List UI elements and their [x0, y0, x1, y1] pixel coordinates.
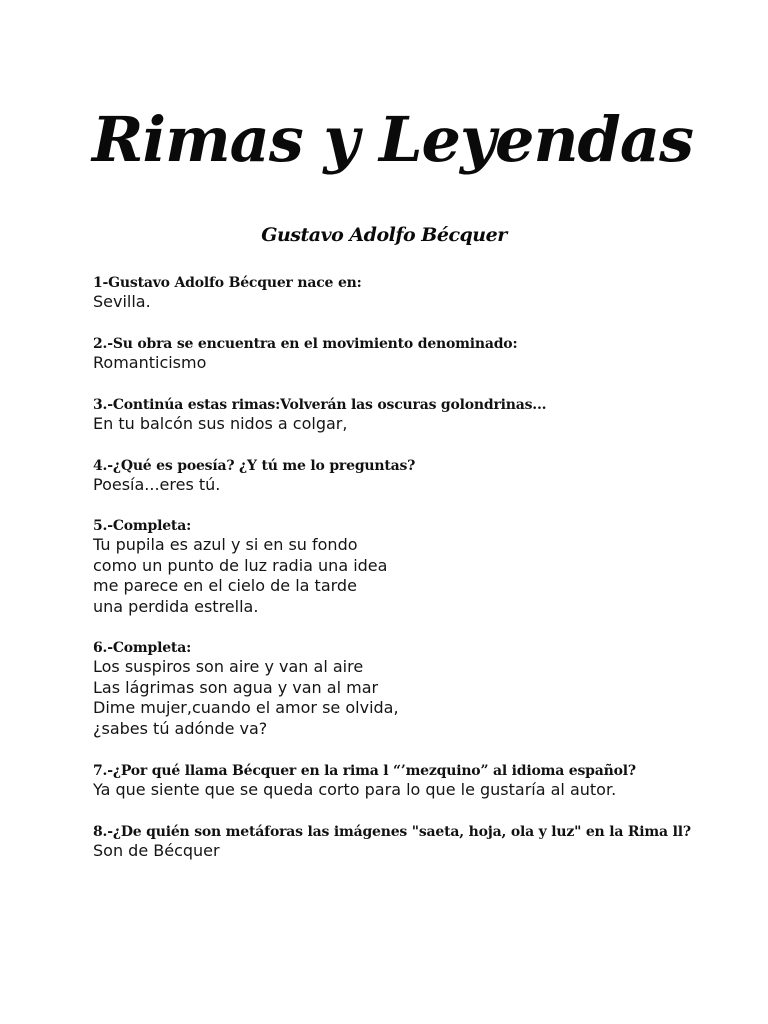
question-text: 1-Gustavo Adolfo Bécquer nace en: [93, 275, 362, 291]
answer-line: ¿sabes tú adónde va? [93, 718, 268, 738]
answer-line: En tu balcón sus nidos a colgar, [93, 414, 348, 433]
answer-line: Poesía...eres tú. [93, 475, 221, 494]
question-text: 7.-¿Por qué llama Bécquer en la rima l “’mezquino” al idioma español? [93, 763, 636, 779]
answer-line: Tu pupila es azul y si en su fondo [93, 535, 358, 554]
question-block-8 [93, 823, 753, 862]
answer-line: Sevilla. [93, 292, 151, 311]
question-text: 6.-Completa: [93, 640, 192, 656]
question-text: 8.-¿De quién son metáforas las imágenes "saeta, hoja, ola y luz" en la Rima ll? [93, 824, 691, 840]
question-text: 3.-Continúa estas rimas:Volverán las oscuras golondrinas... [93, 397, 547, 413]
answer-line: Ya que siente que se queda corto para lo que le gustaría al autor. [93, 780, 617, 799]
document-title: Rimas y Leyendas [92, 103, 693, 176]
question-block-3 [93, 396, 753, 435]
question-text: 5.-Completa: [93, 518, 192, 534]
answer-line: una perdida estrella. [93, 596, 259, 616]
question-block-6 [93, 639, 753, 739]
answer-line: me parece en el cielo de la tarde [93, 576, 357, 595]
question-block-7 [93, 762, 753, 801]
answer-line: Los suspiros son aire y van al aire [93, 657, 364, 676]
question-block-1 [93, 274, 753, 313]
question-block-5 [93, 517, 753, 617]
answer-line: Romanticismo [93, 353, 207, 372]
answer-line: Las lágrimas son agua y van al mar [93, 677, 379, 697]
question-block-2 [93, 335, 753, 374]
question-text: 2.-Su obra se encuentra en el movimiento denominado: [93, 336, 518, 352]
answer-line: Son de Bécquer [93, 841, 220, 860]
document-author: Gustavo Adolfo Bécquer [261, 224, 507, 246]
question-block-4 [93, 457, 753, 496]
question-text: 4.-¿Qué es poesía? ¿Y tú me lo preguntas? [93, 458, 416, 474]
answer-line: Dime mujer,cuando el amor se olvida, [93, 698, 399, 717]
answer-line: como un punto de luz radia una idea [93, 555, 388, 575]
